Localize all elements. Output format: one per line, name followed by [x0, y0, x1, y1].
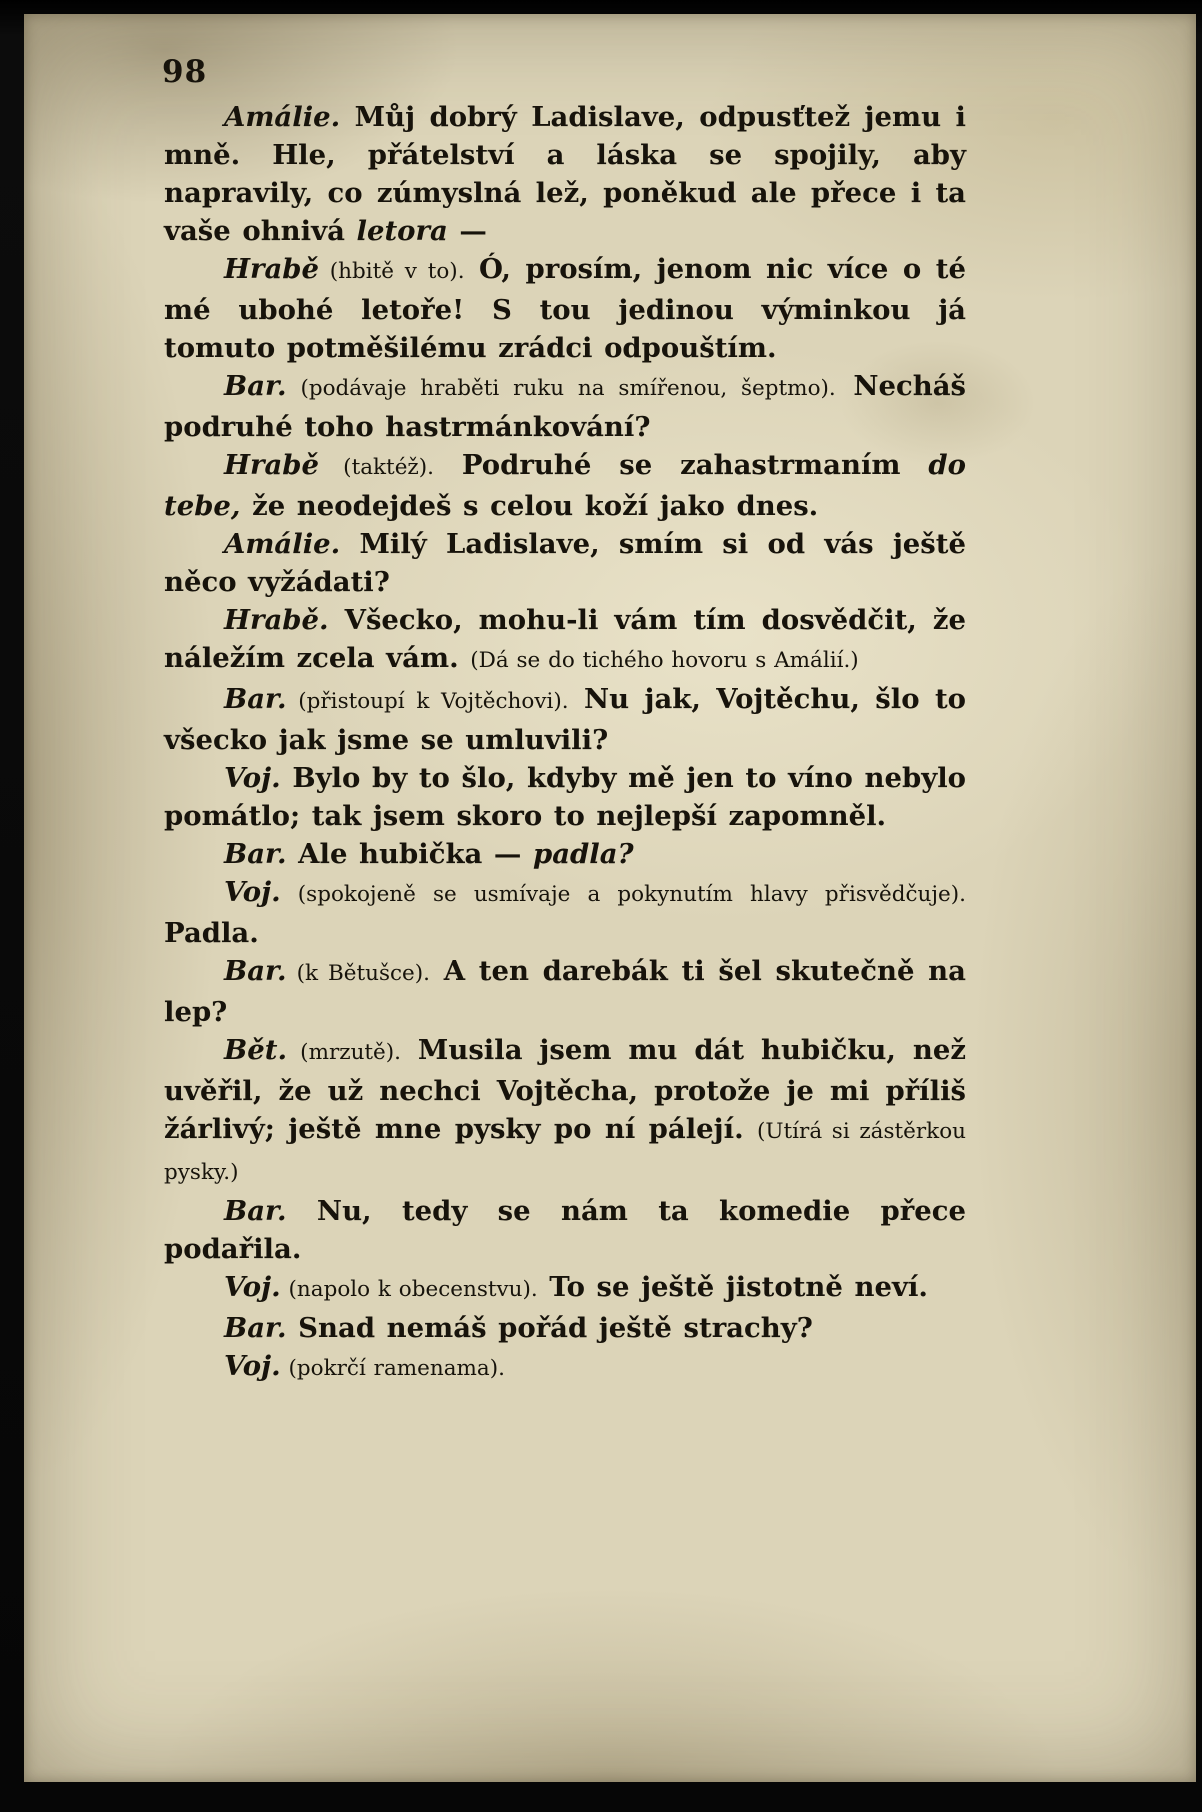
text-segment-speaker: Amálie. — [224, 101, 341, 133]
text-segment-body: Můj dobrý Ladislave, odpusťtež jemu i mně. Hle, přátelství a láska se spojily, aby napravily, co zúmyslná lež, poněkud ale přece i ta vaše ohnivá — [164, 101, 966, 247]
text-segment-stage: (Dá se do tichého hovoru s Amálií.) — [470, 648, 859, 673]
text-segment-speaker: Bar. — [224, 370, 287, 402]
text-segment-stage: (podávaje hraběti ruku na smířenou, šeptmo). — [286, 376, 836, 401]
text-segment-body: že neodejdeš s celou koží jako dnes. — [240, 490, 819, 522]
paragraph — [164, 367, 966, 446]
paragraph — [164, 98, 966, 250]
text-segment-body: Ó, prosím, jenom nic více o té mé ubohé letoře! S tou jedinou výminkou já tomuto potměšilému zrádci odpouštím. — [164, 253, 966, 364]
text-segment-italic: letora — [356, 215, 448, 247]
text-segment-speaker: Voj. — [224, 876, 281, 908]
paragraph — [164, 680, 966, 759]
text-segment-body: Ale hubička — — [286, 838, 533, 870]
paragraph — [164, 446, 966, 525]
paragraph — [164, 601, 966, 680]
paragraph — [164, 525, 966, 601]
text-segment-speaker: Bar. — [224, 1312, 287, 1344]
paragraph — [164, 952, 966, 1031]
text-segment-speaker: Bar. — [224, 838, 287, 870]
text-segment-stage: (Utírá si zástěrkou pysky.) — [164, 1119, 966, 1185]
text-segment-body: — — [447, 215, 487, 247]
paragraph — [164, 1268, 966, 1309]
text-segment-speaker: Amálie. — [224, 528, 341, 560]
text-segment-body: Nu jak, Vojtěchu, šlo to všecko jak jsme se umluvili? — [164, 683, 967, 756]
text-segment-body: A ten darebák ti šel skutečně na lep? — [164, 955, 966, 1028]
text-segment-body: Milý Ladislave, smím si od vás ještě něco vyžádati? — [164, 528, 966, 598]
text-segment-speaker: Bět. — [224, 1034, 288, 1066]
text-segment-speaker: Voj. — [224, 1271, 281, 1303]
text-segment-speaker: Hrabě — [224, 449, 320, 481]
text-segment-stage: (spokojeně se usmívaje a pokynutím hlavy přisvědčuje). — [280, 882, 966, 907]
paragraph — [164, 759, 966, 835]
play-text-block — [164, 98, 966, 1388]
text-segment-body: Nu, tedy se nám ta komedie přece podařila. — [164, 1195, 966, 1265]
text-segment-speaker: Bar. — [224, 1195, 287, 1227]
text-segment-italic: padla? — [532, 838, 634, 870]
text-segment-speaker: Voj. — [224, 762, 281, 794]
page-number: 98 — [162, 54, 208, 90]
paragraph — [164, 873, 966, 952]
text-segment-speaker: Bar. — [224, 683, 287, 715]
paragraph — [164, 1309, 966, 1347]
text-segment-body: Podruhé se zahastrmaním — [433, 449, 929, 481]
text-segment-stage: (taktéž). — [319, 455, 434, 480]
paragraph — [164, 835, 966, 873]
text-segment-stage: (pokrčí ramenama). — [280, 1356, 505, 1381]
book-page — [24, 14, 1196, 1782]
text-segment-body: Všecko, mohu-li vám tím dosvědčit, že náležím zcela vám. — [164, 604, 966, 674]
text-segment-body: Bylo by to šlo, kdyby mě jen to víno nebylo pomátlo; tak jsem skoro to nejlepší zapomněl. — [164, 762, 966, 832]
text-segment-speaker: Bar. — [224, 955, 287, 987]
text-segment-body: Musila jsem mu dát hubičku, než uvěřil, že už nechci Vojtěcha, protože je mi příliš žárlivý; ještě mne pysky po ní pálejí. — [164, 1034, 966, 1145]
text-segment-stage: (přistoupí k Vojtěchovi). — [286, 689, 569, 714]
text-segment-body: To se ještě jistotně neví. — [537, 1271, 928, 1303]
text-segment-stage: (mrzutě). — [287, 1040, 401, 1065]
text-segment-body: Snad nemáš pořád ještě strachy? — [286, 1312, 813, 1344]
paragraph — [164, 1031, 966, 1192]
text-segment-stage: (k Bětušce). — [286, 961, 430, 986]
text-segment-speaker: Hrabě. — [224, 604, 329, 636]
text-segment-speaker: Hrabě — [224, 253, 320, 285]
text-segment-stage: (hbitě v to). — [319, 259, 465, 284]
text-segment-body: Padla. — [164, 917, 259, 949]
text-segment-speaker: Voj. — [224, 1350, 281, 1382]
text-segment-stage: (napolo k obecenstvu). — [280, 1277, 538, 1302]
paragraph — [164, 1192, 966, 1268]
text-segment-italic: do tebe, — [164, 449, 966, 522]
paragraph — [164, 1347, 966, 1388]
paragraph — [164, 250, 966, 367]
text-segment-body: Necháš podruhé toho hastrmánkování? — [164, 370, 966, 443]
